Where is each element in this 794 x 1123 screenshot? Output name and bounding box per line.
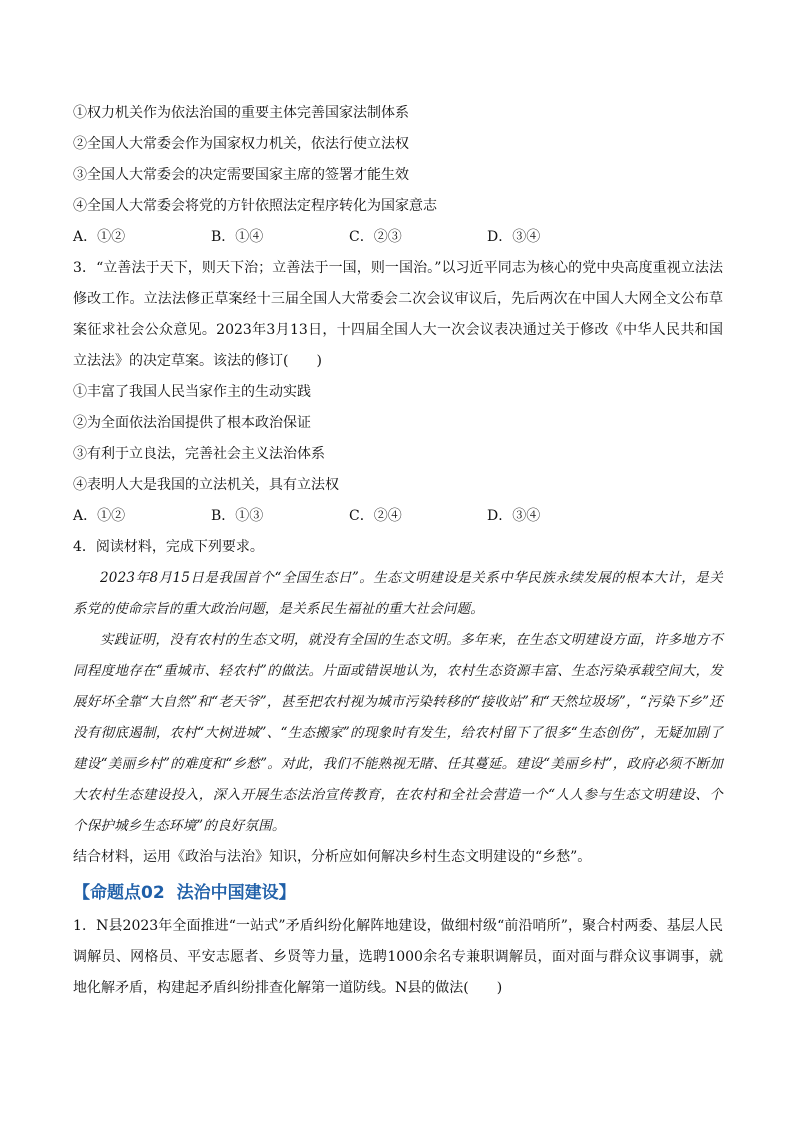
statement-3: ③有利于立良法，完善社会主义法治体系 (73, 446, 325, 462)
question-3-stem: 3．“立善法于天下，则天下治；立善法于一国，则一国治。”以习近平同志为核心的党中央高度重视立法法修改工作。立法法修正草案经十三届全国人大常委会二次会议审议后，先后两次在中国人大网全文公布草案征求社会公众意见。2023年3月13日，十四届全国人大一次会议表决通过关于修改《中华人民共和国立法法》的决定草案。该法的修订( ) (73, 260, 723, 369)
question-4-stem: 4．阅读材料，完成下列要求。 (73, 539, 264, 555)
question-4-prompt: 结合材料，运用《政治与法治》知识，分析应如何解决乡村生态文明建设的“乡愁”。 (73, 849, 592, 865)
option-c: C．②④ (349, 508, 402, 524)
section-prefix: 【命题点02 (73, 883, 165, 903)
option-b: B．①③ (211, 508, 264, 524)
statement-3: ③全国人大常委会的决定需要国家主席的签署才能生效 (73, 167, 409, 183)
page-content (73, 98, 723, 1004)
option-a: A．①② (73, 508, 126, 524)
question-2-options (73, 222, 723, 253)
question-3-options (73, 501, 723, 532)
section-title: 法治中国建设】 (176, 883, 296, 903)
statement-1: ①丰富了我国人民当家作主的生动实践 (73, 384, 311, 400)
statement-2: ②全国人大常委会作为国家权力机关，依法行使立法权 (73, 136, 409, 152)
question-2-statements (73, 98, 723, 222)
option-d: D．③④ (487, 508, 541, 524)
option-c: C．②③ (349, 229, 402, 245)
question-3-statements (73, 377, 723, 501)
statement-4: ④全国人大常委会将党的方针依照法定程序转化为国家意志 (73, 198, 437, 214)
section-heading (73, 875, 723, 911)
section-2-question-1-stem: 1．N县2023年全面推进“一站式”矛盾纠纷化解阵地建设，做细村级“前沿哨所”，聚合村两委、基层人民调解员、网格员、平安志愿者、乡贤等力量，选聘1000余名专兼职调解员，面对面与群众议事调事，就地化解矛盾，构建起矛盾纠纷排查化解第一道防线。N县的做法( ) (73, 918, 723, 996)
statement-1: ①权力机关作为依法治国的重要主体完善国家法制体系 (73, 105, 409, 121)
option-d: D．③④ (487, 229, 541, 245)
option-a: A．①② (73, 229, 126, 245)
option-b: B．①④ (211, 229, 264, 245)
material-paragraph-2: 实践证明，没有农村的生态文明，就没有全国的生态文明。多年来，在生态文明建设方面，许多地方不同程度地存在“重城市、轻农村”的做法。片面或错误地认为，农村生态资源丰富、生态污染承载空间大，发展好坏全靠“大自然”和“老天爷”，甚至把农村视为城市污染转移的“接收站”和“天然垃圾场”，“污染下乡”还没有彻底遏制，农村“大树进城”、“生态搬家”的现象时有发生，给农村留下了很多“生态创伤”，无疑加剧了建设“美丽乡村”的难度和“乡愁”。对此，我们不能熟视无睹、任其蔓延。建设“美丽乡村”，政府必须不断加大农村生态建设投入，深入开展生态法治宣传教育，在农村和全社会营造一个“人人参与生态文明建设、个个保护城乡生态环境”的良好氛围。 (73, 632, 723, 834)
material-paragraph-1: 2023年8月15日是我国首个“全国生态日”。生态文明建设是关系中华民族永续发展的根本大计，是关系党的使命宗旨的重大政治问题，是关系民生福祉的重大社会问题。 (73, 570, 723, 617)
statement-4: ④表明人大是我国的立法机关，具有立法权 (73, 477, 339, 493)
statement-2: ②为全面依法治国提供了根本政治保证 (73, 415, 311, 431)
